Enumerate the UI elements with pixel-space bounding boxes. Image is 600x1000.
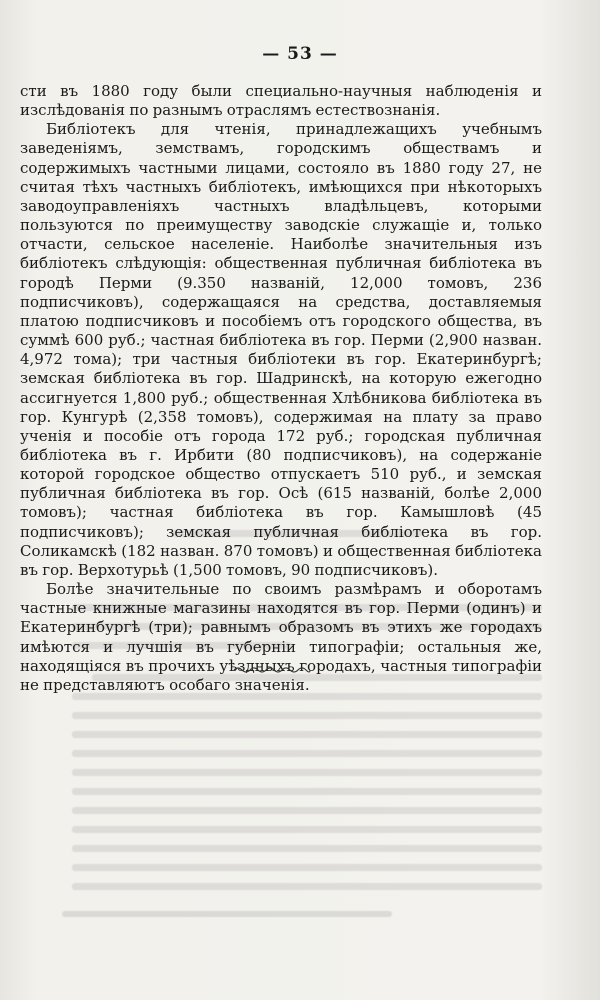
page-number: — 53 — <box>262 44 338 64</box>
wavy-separator-icon <box>232 666 312 674</box>
paragraph-2: Библіотекъ для чтенія, принадлежащихъ учебнымъ заведеніямъ, земствамъ, городскимъ обществамъ и содержимыхъ частными лицами, состояло въ 1880 году 27, не считая тѣхъ частныхъ библіотекъ, имѣющихся при нѣкоторыхъ заводоуправленіяхъ частныхъ владѣльцевъ, которыми пользуются по преимуществу заводскіе служащіе и, только отчасти, сельское населеніе. Наиболѣе значительныя изъ библіотекъ слѣдующія: общественная публичная библіотека въ городѣ Перми (9.350 названій, 12,000 томовъ, 236 подписчиковъ), содержащаяся на средства, доставляемыя платою подписчиковъ и пособіемъ отъ городского общества, въ суммѣ 600 руб.; частная библіотека въ гор. Перми (2,900 назван. 4,972 тома); три частныя библіотеки въ гор. Екатеринбургѣ; земская библіотека въ гор. Шадринскѣ, на которую ежегодно ассигнуется 1,800 руб.; общественная Хлѣбникова библіотека въ гор. Кунгурѣ (2,358 томовъ), содержимая на плату за право ученія и пособіе отъ города 172 руб.; городская публичная библіотека въ г. Ирбити (80 подписчиковъ), на содержаніе которой городское общество отпускаетъ 510 руб., и земская публичная библіотека въ гор. Осѣ (615 названій, болѣе 2,000 томовъ); частная библіотека въ гор. Камышловѣ (45 подписчиковъ); земская публичная библіотека въ гор. Соликамскѣ (182 назван. 870 томовъ) и общественная библіотека въ гор. Верхотурьѣ (1,500 томовъ, 90 подписчиковъ). <box>20 120 542 579</box>
paragraph-3: Болѣе значительные по своимъ размѣрамъ и оборотамъ частные книжные магазины находятся въ гор. Перми (одинъ) и Екатеринбургѣ (три); равнымъ образомъ въ этихъ же городахъ имѣются и лучшія въ губерніи типографіи; остальныя же, находящіяся въ прочихъ уѣздныхъ городахъ, частныя типографіи не представляютъ особаго значенія. <box>20 580 542 694</box>
bleed-through-footnote <box>62 908 542 922</box>
bleed-through-footnote-line <box>62 909 392 919</box>
paragraph-1: сти въ 1880 году были специально-научныя наблюденія и изслѣдованія по разнымъ отраслямъ естествознанія. <box>20 82 542 120</box>
body-text <box>20 82 542 695</box>
